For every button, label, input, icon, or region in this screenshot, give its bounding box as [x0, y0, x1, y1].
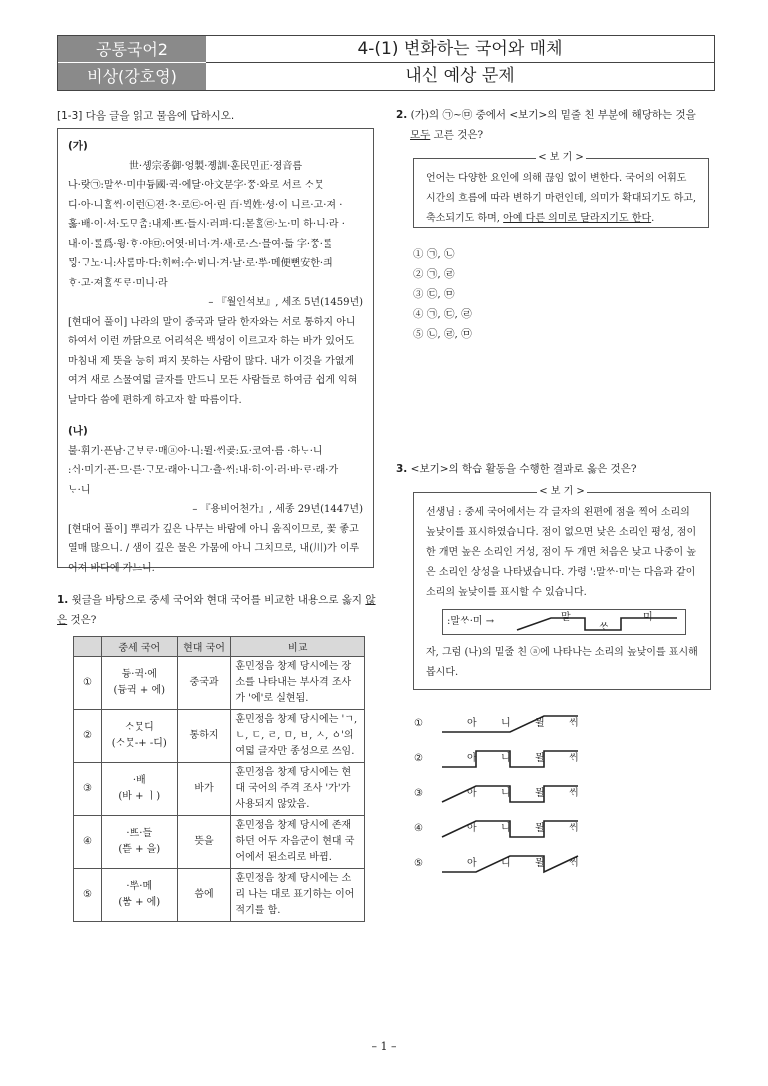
table-row: [74, 763, 365, 816]
passage-ga-source: – 『월인석보』, 세조 5년(1459년): [208, 297, 363, 308]
passage-ga-line: ᄆᆡᇰ·ᄀᆞ노·니:사ᄅᆞᆷ마·다:ᄒᆡᅇᅧ:수·ᄫᅵ니·겨·날·로·ᄡᅮ·메便뼌安한·킈: [68, 258, 333, 269]
pitch-option-syllable: ᄊᆡ: [569, 788, 579, 799]
note-cell: 훈민정음 창제 당시에는 소리 나는 대로 표기하는 이어적기를 함.: [231, 869, 365, 922]
pitch-option-syllable: 니: [501, 753, 511, 764]
middle-korean-cell: [101, 763, 177, 816]
question-text-end: 고른 것은?: [430, 129, 484, 141]
pitch-option-syllable: ᄊᆡ: [569, 858, 579, 869]
passage-ga-line: ᄒᆞ·고·져ᄒᆞᆯᄯᆞᄅᆞ·미니·라: [68, 277, 168, 289]
note-cell: 훈민정음 창제 당시에 존재하던 어두 자음군이 현대 국어에서 된소리로 바뀜.: [231, 816, 365, 869]
modern-cell: 바가: [177, 763, 231, 816]
pitch-option[interactable]: [414, 817, 682, 841]
pitch-option-syllable: 뮐: [535, 718, 545, 729]
modern-cell: 씀에: [177, 869, 231, 922]
q2-choices: [413, 244, 472, 344]
passage-na-line: :ᄉᆡ·미기·픈·므·른·ᄀᆞ모·래아·니그·츨·ᄊᆡ:내·히·이·러·바·ᄅᆞ·래·가: [68, 465, 339, 476]
pitch-option-syllable: 니: [501, 718, 511, 729]
publisher-label: 비상(강호영): [87, 67, 177, 86]
pitch-option-syllable: 뮐: [535, 858, 545, 869]
middle-korean-cell: [101, 710, 177, 763]
pitch-option-syllable: ᄊᆡ: [569, 718, 579, 729]
pitch-syllable: ᄊᆞ: [599, 622, 609, 633]
middle-parse: (바 + ㅣ): [118, 791, 161, 802]
bogi-underlined-text: 아예 다른 의미로 달라지기도 한다: [503, 213, 652, 224]
pitch-option-syllable: 니: [501, 858, 511, 869]
question-2: [396, 105, 716, 145]
pitch-option[interactable]: [414, 712, 682, 736]
bogi-text-end: .: [651, 213, 655, 224]
header-subject-box: [58, 36, 206, 90]
note-cell: 훈민정음 창제 당시에는 'ㄱ, ㄴ, ㄷ, ㄹ, ㅁ, ㅂ, ㅅ, ㆁ'의 여덟 글자만 종성으로 쓰임.: [231, 710, 365, 763]
question-1: [57, 590, 377, 630]
page-number: – 1 –: [371, 1040, 397, 1053]
passage-na-tag: (나): [68, 425, 88, 437]
question-text: <보기>의 학습 활동을 수행한 결과로 옳은 것은?: [410, 463, 637, 475]
middle-korean-cell: [101, 869, 177, 922]
table-header: 중세 국어: [101, 637, 177, 657]
middle-parse: (ᄡᅮᆷ + 에): [118, 897, 161, 908]
pitch-option-syllable: 뮐: [535, 753, 545, 764]
bogi-title: < 보 기 >: [539, 486, 585, 497]
passage-ga-line: 내·이·ᄅᆞᆯ爲·윙·ᄒᆞ·야㉤:어엿·비너·겨·새·로·스·믈여·듧 字·ᄍᆞᆼ·ᄅᆞᆯ: [68, 238, 333, 250]
table-header-row: [74, 637, 365, 657]
question-emphasis: 않은: [57, 594, 376, 626]
passage-ga-translation: [현대어 풀이] 나라의 말이 중국과 달라 한자와는 서로 통하지 아니하여서 이런 까닭으로 어리석은 백성이 이르고자 하는 바가 있어도 마침내 제 뜻을 능히 펴지 못하는 사람이 많다. 내가 이것을 가엾게 여겨 새로 스물여덟 글자를 만드니 모든 사람들로 하여금 쉽게 익혀 날마다 씀에 편하게 하고자 할 따름이다.: [68, 316, 358, 406]
middle-word: ·배: [132, 775, 146, 786]
middle-parse: (ᄉᆞᄆᆞᆺ-+ -디): [111, 738, 167, 749]
middle-korean-cell: [101, 657, 177, 710]
choice-number[interactable]: ②: [74, 710, 102, 763]
subject-label: 공통국어2: [58, 36, 206, 63]
passage-ga-line: 나·랏㉠:말ᄊᆞ·미中듕國·귁·에달·아文문字·ᄍᆞᆼ·와로 서르 ᄉᆞᄆᆞᆺ: [68, 180, 324, 191]
modern-cell: 통하지: [177, 710, 231, 763]
pitch-option-syllable: 아: [467, 753, 477, 764]
pitch-option-syllable: 아: [467, 858, 477, 869]
table-row: [74, 816, 365, 869]
table-header: 현대 국어: [177, 637, 231, 657]
note-cell: 훈민정음 창제 당시에는 현대 국어의 주격 조사 '가'가 사용되지 않았음.: [231, 763, 365, 816]
pitch-option-label[interactable]: ④: [414, 823, 423, 834]
pitch-option-label[interactable]: ⑤: [414, 858, 423, 869]
middle-parse: (ᄠᅳᆮ + 을): [118, 844, 161, 855]
passage-box: [57, 128, 374, 574]
middle-word: 듕·귁·에: [121, 669, 157, 680]
passage-ga-line: 디·아·니ᄒᆞᆯᄊᆡ·이런㉡젼·ᄎᆞ·로㉢·어·린 百·ᄇᆡᆨ姓·셩·이 니르·고·져 ·: [68, 199, 343, 211]
question-number: 1.: [57, 594, 69, 606]
choice-option[interactable]: ⑤ ㉡, ㉣, ㉤: [413, 328, 472, 340]
table-row: [74, 869, 365, 922]
passage-na-translation: [현대어 풀이] 뿌리가 깊은 나무는 바람에 아니 움직이므로, 꽃 좋고 열매 많으니. / 샘이 깊은 물은 가뭄에 아니 그치므로, 내(川)가 이루어져 바다에 가느니.: [68, 523, 360, 574]
pitch-option-syllable: ᄊᆡ: [569, 823, 579, 834]
question-3: [396, 459, 716, 479]
exam-type: 내신 예상 문제: [405, 66, 515, 86]
table-row: [74, 710, 365, 763]
pitch-option-syllable: 뮐: [535, 788, 545, 799]
middle-word: ·ᄠᅳ·들: [126, 828, 153, 839]
pitch-option[interactable]: [414, 782, 682, 806]
q2-bogi-box: [413, 152, 709, 228]
pitch-option-syllable: 니: [501, 788, 511, 799]
passage-na-line: ᄂᆞ·니: [68, 484, 91, 496]
passage-ga-title: 世·솅宗종御·엉製·졩訓·훈民민正·졍音름: [128, 160, 303, 172]
middle-korean-cell: [101, 816, 177, 869]
table-header-blank: [74, 637, 102, 657]
bogi-teacher-text: 선생님 : 중세 국어에서는 각 글자의 왼편에 점을 찍어 소리의 높낮이를 표시하였습니다. 점이 없으면 낮은 소리인 평성, 점이 한 개면 높은 소리인 거성, 점이 두 개면 처음은 낮고 나중이 높은 소리인 상성을 나타냈습니다. 가령 ':말ᄊᆞ·미'는 다음과 같이 소리의 높낮이를 표시할 수 있습니다.: [426, 507, 697, 598]
pitch-option-syllable: ᄊᆡ: [569, 753, 579, 764]
table-header: 비교: [231, 637, 365, 657]
q3-bogi-box: [413, 486, 711, 690]
pitch-option-label[interactable]: ②: [414, 753, 423, 764]
pitch-option-label[interactable]: ①: [414, 718, 423, 729]
pitch-option-syllable: 아: [467, 718, 477, 729]
pitch-option-syllable: 아: [467, 823, 477, 834]
choice-number[interactable]: ③: [74, 763, 102, 816]
question-emphasis: 모두: [410, 129, 431, 141]
choice-option[interactable]: ④ ㉠, ㉢, ㉣: [413, 308, 472, 320]
pitch-example-box: [442, 609, 686, 635]
bogi-title: < 보 기 >: [538, 152, 584, 163]
question-number: 2.: [396, 109, 408, 121]
instruction: [1-3] 다음 글을 읽고 물음에 답하시오.: [57, 110, 235, 122]
modern-cell: 중국과: [177, 657, 231, 710]
pitch-option[interactable]: [414, 747, 682, 771]
middle-parse: (듕귁 + 에): [113, 685, 166, 696]
pitch-option-syllable: 뮐: [535, 823, 545, 834]
choice-number[interactable]: ①: [74, 657, 102, 710]
passage-na-line: 불·휘기·픈남·ᄀᆞᆫᄇᆞᄅᆞ·매ⓐ아·니:뮐·ᄊᆡ곶:됴·코여·름 ·하ᄂᆞ·니: [68, 445, 323, 457]
pitch-option-label[interactable]: ③: [414, 788, 423, 799]
page-header: [57, 35, 715, 91]
comparison-table: [73, 636, 365, 922]
middle-word: ·ᄡᅮ·메: [126, 881, 153, 892]
pitch-option[interactable]: [414, 852, 682, 876]
choice-option[interactable]: ② ㉠, ㉣: [413, 268, 455, 280]
middle-word: ᄉᆞᄆᆞᆺ디: [124, 722, 154, 733]
passage-ga-line: 홇·배·이·셔·도ᄆᆞᄎᆞᆷ:내제·ᄠᅳ·들시·러펴·디:몯ᄒᆞᆯ㉣·노·미 하·니·라 ·: [68, 219, 345, 230]
pitch-example-label: :말ᄊᆞ·미 →: [447, 616, 495, 627]
bogi-text: 언어는 다양한 요인에 의해 끊임 없이 변한다. 국어의 어휘도 시간의 흐름에 따라 변하기 마련인데, 의미가 확대되기도 하고, 축소되기도 하며,: [426, 173, 697, 224]
pitch-syllable: 미: [643, 612, 653, 623]
question-text: 윗글을 바탕으로 중세 국어와 현대 국어를 비교한 내용으로 옳지: [71, 594, 366, 606]
pitch-syllable: 말: [561, 612, 571, 623]
choice-number[interactable]: ④: [74, 816, 102, 869]
choice-option[interactable]: ③ ㉢, ㉤: [413, 288, 455, 300]
table-row: [74, 657, 365, 710]
unit-title: 4-(1) 변화하는 국어와 매체: [206, 36, 714, 63]
header-title-box: [206, 36, 714, 90]
modern-cell: 뜻을: [177, 816, 231, 869]
question-text: (가)의 ㉠~㉤ 중에서 <보기>의 밑줄 친 부분에 해당하는 것을: [410, 109, 696, 121]
choice-number[interactable]: ⑤: [74, 869, 102, 922]
pitch-option-syllable: 아: [467, 788, 477, 799]
question-text-end: 것은?: [67, 614, 97, 626]
question-number: 3.: [396, 463, 408, 475]
note-cell: 훈민정음 창제 당시에는 장소를 나타내는 부사격 조사가 '에'로 실현됨.: [231, 657, 365, 710]
pitch-option-syllable: 니: [501, 823, 511, 834]
bogi-closing-text: 자, 그럼 (나)의 밑줄 친 ⓐ에 나타나는 소리의 높낮이를 표시해 봅시다.: [426, 647, 698, 678]
passage-ga-tag: (가): [68, 140, 88, 152]
passage-na-source: – 『용비어천가』, 세종 29년(1447년): [192, 504, 363, 515]
choice-option[interactable]: ① ㉠, ㉡: [413, 248, 455, 260]
